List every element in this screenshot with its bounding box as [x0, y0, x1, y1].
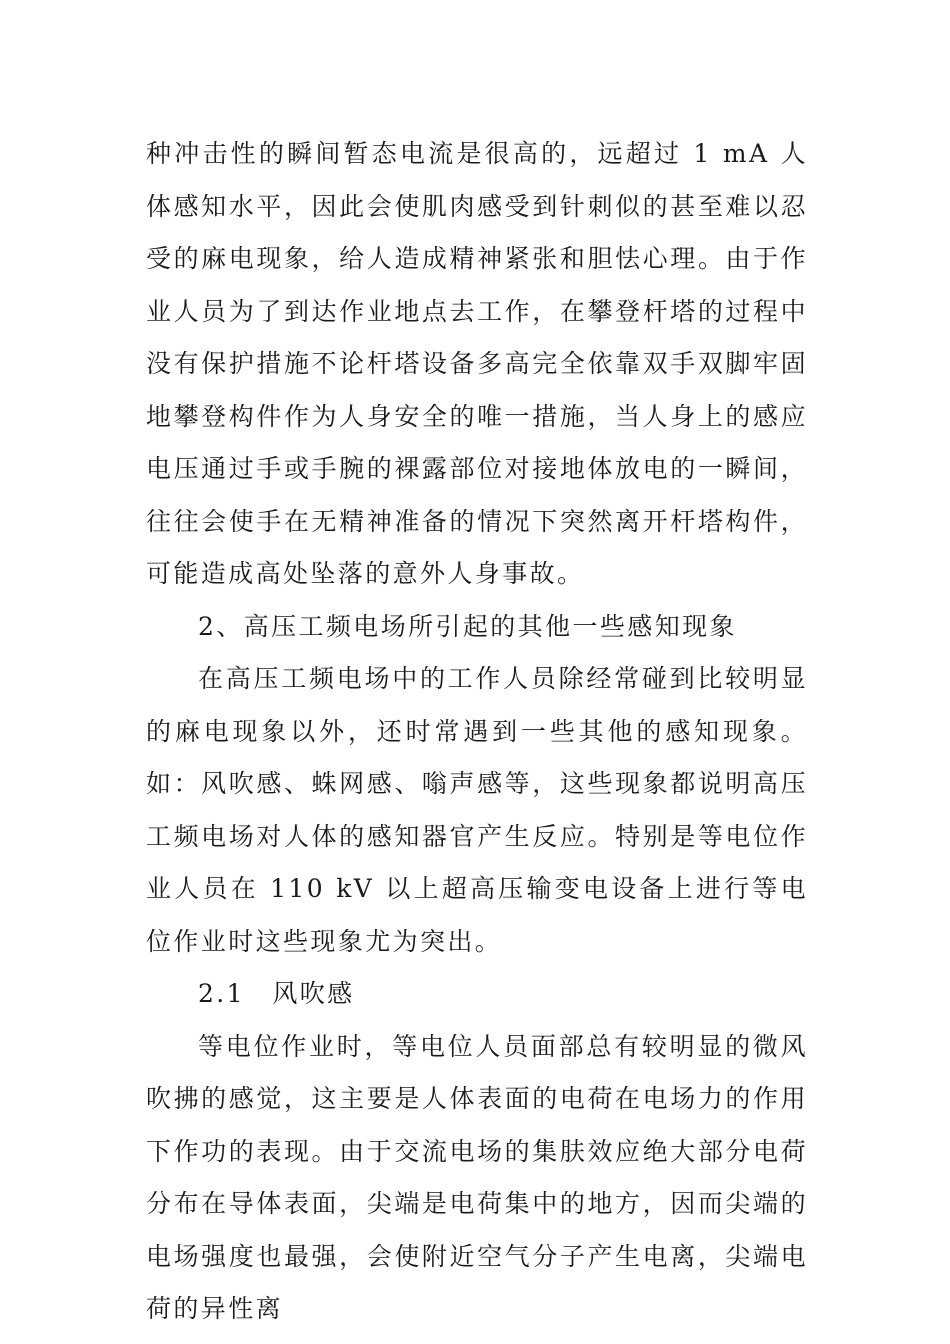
section-heading-2-1: 2.1 风吹感	[198, 979, 355, 1008]
document-body	[146, 128, 808, 1336]
paragraph-perception-phenomena: 在高压工频电场中的工作人员除经常碰到比较明显的麻电现象以外，还时常遇到一些其他的感知现象。如：风吹感、蛛网感、嗡声感等，这些现象都说明高压工频电场对人体的感知器官产生反应。特别是等电位作业人员在 110 kV 以上超高压输变电设备上进行等电位作业时这些现象尤为突出。	[146, 664, 808, 956]
section-heading-2: 2、高压工频电场所引起的其他一些感知现象	[198, 611, 737, 641]
paragraph-wind-sensation: 等电位作业时，等电位人员面部总有较明显的微风吹拂的感觉，这主要是人体表面的电荷在电场力的作用下作功的表现。由于交流电场的集肤效应绝大部分电荷分布在导体表面，尖端是电荷集中的地方，因而尖端的电场强度也最强，会使附近空气分子产生电离，尖端电荷的异性离	[146, 1031, 808, 1323]
paragraph-continuation: 种冲击性的瞬间暂态电流是很高的，远超过 1 mA 人体感知水平，因此会使肌肉感受到针刺似的甚至难以忍受的麻电现象，给人造成精神紧张和胆怯心理。由于作业人员为了到达作业地点去工作，在攀登杆塔的过程中没有保护措施不论杆塔设备多高完全依靠双手双脚牢固地攀登构件作为人身安全的唯一措施，当人身上的感应电压通过手或手腕的裸露部位对接地体放电的一瞬间，往往会使手在无精神准备的情况下突然离开杆塔构件，可能造成高处坠落的意外人身事故。	[146, 139, 808, 588]
